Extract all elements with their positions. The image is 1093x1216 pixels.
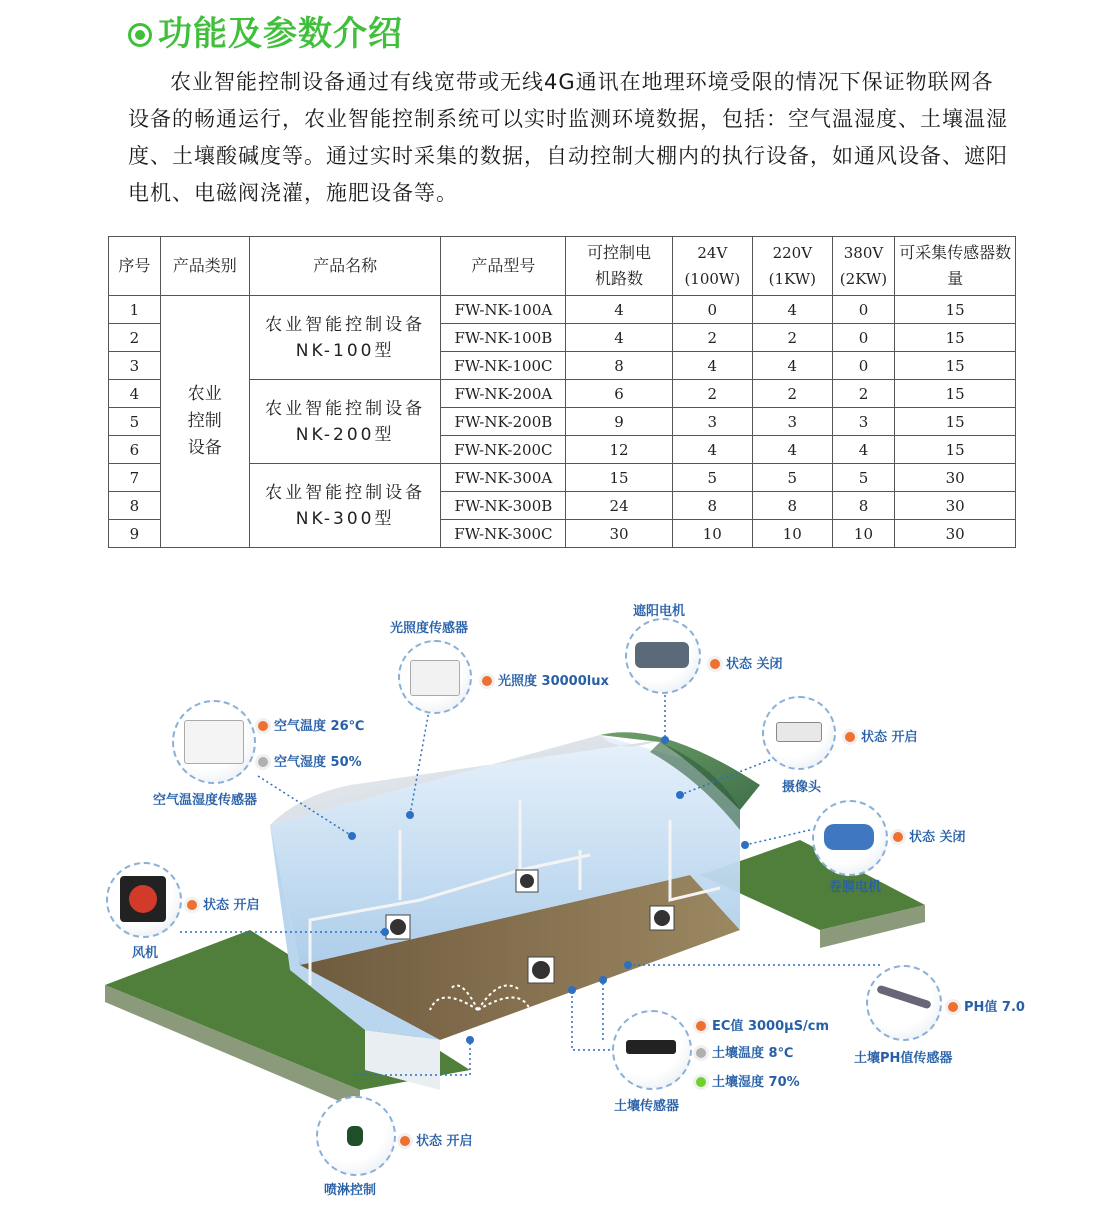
- table-row: [109, 296, 1016, 324]
- ph-reading: [948, 996, 1025, 1015]
- light-sensor-reading-text: 光照度 30000lux: [498, 674, 609, 689]
- sprinkler-status-text: 状态 开启: [416, 1134, 473, 1149]
- motors-cell: 24: [566, 492, 672, 520]
- product-name-line1: 农业智能控制设备: [265, 482, 426, 503]
- soil-sensor-label: 土壤传感器: [614, 1099, 680, 1114]
- motors-cell: 8: [566, 352, 672, 380]
- v380-cell: 5: [832, 464, 894, 492]
- product-name-line1: 农业智能控制设备: [265, 398, 426, 419]
- orange-status-dot-icon: [893, 832, 903, 842]
- film-motor-callout: [812, 800, 888, 876]
- model-cell: FW-NK-100C: [441, 352, 566, 380]
- soil-sensor-device-icon: [626, 1040, 676, 1054]
- product-name-line2: NK-200型: [295, 424, 395, 445]
- model-cell: FW-NK-100B: [441, 324, 566, 352]
- orange-status-dot-icon: [187, 900, 197, 910]
- product-name-cell: [249, 296, 441, 380]
- fan-label: 风机: [132, 946, 159, 961]
- v24-cell: 8: [672, 492, 752, 520]
- fan-status: [187, 894, 260, 913]
- camera-callout: [762, 696, 836, 770]
- col-header-motors: [566, 237, 672, 296]
- v24-cell: 0: [672, 296, 752, 324]
- soil-temp-text: 土壤温度 8℃: [712, 1046, 794, 1061]
- v220-cell: 2: [752, 324, 832, 352]
- sensors-cell: 30: [895, 464, 1016, 492]
- motors-cell: 6: [566, 380, 672, 408]
- gray-status-dot-icon: [696, 1048, 706, 1058]
- sprinkler-callout: [316, 1096, 396, 1176]
- soil-ec-reading: [696, 1015, 829, 1034]
- model-cell: FW-NK-300B: [441, 492, 566, 520]
- shade-motor-device-icon: [635, 642, 689, 668]
- model-cell: FW-NK-300A: [441, 464, 566, 492]
- sensors-cell: 15: [895, 324, 1016, 352]
- v24-cell: 2: [672, 380, 752, 408]
- row-number-cell: 8: [109, 492, 161, 520]
- film-motor-device-icon: [824, 824, 874, 850]
- air-sensor-device-icon: [184, 720, 244, 764]
- sensors-cell: 15: [895, 408, 1016, 436]
- air-temp-text: 空气温度 26℃: [274, 719, 365, 734]
- light-sensor-device-icon: [410, 660, 460, 696]
- sensors-cell: 30: [895, 492, 1016, 520]
- row-number-cell: 9: [109, 520, 161, 548]
- ph-reading-text: PH值 7.0: [964, 1000, 1025, 1015]
- product-name-cell: [249, 464, 441, 548]
- category-cell: [160, 296, 249, 548]
- shade-motor-label: 遮阳电机: [633, 604, 686, 619]
- orange-status-dot-icon: [948, 1002, 958, 1012]
- ph-sensor-label: 土壤PH值传感器: [854, 1051, 953, 1066]
- product-name-cell: [249, 380, 441, 464]
- model-cell: FW-NK-200C: [441, 436, 566, 464]
- fan-device-icon: [120, 876, 166, 922]
- motors-cell: 12: [566, 436, 672, 464]
- orange-status-dot-icon: [696, 1021, 706, 1031]
- orange-status-dot-icon: [710, 659, 720, 669]
- shade-motor-status-text: 状态 关闭: [726, 657, 783, 672]
- row-number-cell: 4: [109, 380, 161, 408]
- gray-status-dot-icon: [258, 757, 268, 767]
- v380-cell: 3: [832, 408, 894, 436]
- v380-cell: 0: [832, 324, 894, 352]
- col-header-motors-text: 可控制电机路数: [587, 243, 652, 288]
- col-header-sensors: [895, 237, 1016, 296]
- v220-cell: 4: [752, 436, 832, 464]
- camera-status-text: 状态 开启: [861, 730, 918, 745]
- v220-cell: 4: [752, 296, 832, 324]
- air-temp-reading: [258, 715, 364, 734]
- sensors-cell: 30: [895, 520, 1016, 548]
- ph-sensor-callout: [866, 965, 942, 1041]
- motors-cell: 9: [566, 408, 672, 436]
- col-header-sensors-text: 可采集传感器数量: [899, 243, 1012, 288]
- sensors-cell: 15: [895, 296, 1016, 324]
- row-number-cell: 6: [109, 436, 161, 464]
- heading-text: 功能及参数介绍: [158, 14, 403, 54]
- row-number-cell: 2: [109, 324, 161, 352]
- col-header-380v: 380V (2KW): [832, 237, 894, 296]
- row-number-cell: 5: [109, 408, 161, 436]
- soil-humidity-text: 土壤湿度 70%: [712, 1075, 800, 1090]
- category-text: 农业控制设备: [187, 384, 222, 458]
- sprinkler-label: 喷淋控制: [324, 1183, 377, 1198]
- col-header-no: 序号: [109, 237, 161, 296]
- table-header-row: [109, 237, 1016, 296]
- v220-cell: 8: [752, 492, 832, 520]
- col-header-220v: 220V (1KW): [752, 237, 832, 296]
- col-header-name: 产品名称: [249, 237, 441, 296]
- light-sensor-reading: [482, 670, 609, 689]
- air-sensor-label: 空气温湿度传感器: [153, 793, 258, 808]
- sprinkler-status: [400, 1130, 473, 1149]
- v24-cell: 4: [672, 436, 752, 464]
- v380-cell: 4: [832, 436, 894, 464]
- col-header-model: 产品型号: [441, 237, 566, 296]
- v220-cell: 2: [752, 380, 832, 408]
- motors-cell: 15: [566, 464, 672, 492]
- v380-cell: 2: [832, 380, 894, 408]
- film-motor-status-text: 状态 关闭: [909, 830, 966, 845]
- light-sensor-label: 光照度传感器: [390, 621, 469, 636]
- fan-callout: [106, 862, 182, 938]
- soil-humidity-reading: [696, 1071, 800, 1090]
- intro-paragraph: 农业智能控制设备通过有线宽带或无线4G通讯在地理环境受限的情况下保证物联网各设备的畅通运行，农业智能控制系统可以实时监测环境数据，包括：空气温湿度、土壤温湿度、土壤酸碱度等。通过实时采集的数据，自动控制大棚内的执行设备，如通风设备、遮阳电机、电磁阀浇灌，施肥设备等。: [128, 70, 1008, 205]
- camera-label: 摄像头: [782, 780, 822, 795]
- v24-cell: 10: [672, 520, 752, 548]
- soil-ec-text: EC值 3000μS/cm: [712, 1019, 830, 1034]
- v24-cell: 4: [672, 352, 752, 380]
- sensors-cell: 15: [895, 436, 1016, 464]
- col-header-category: 产品类别: [160, 237, 249, 296]
- film-motor-status: [893, 826, 966, 845]
- v380-cell: 10: [832, 520, 894, 548]
- row-number-cell: 7: [109, 464, 161, 492]
- ph-sensor-device-icon: [876, 985, 932, 1010]
- fan-status-text: 状态 开启: [203, 898, 260, 913]
- target-icon: [128, 23, 152, 47]
- air-humidity-reading: [258, 751, 362, 770]
- model-cell: FW-NK-100A: [441, 296, 566, 324]
- spec-table: [108, 236, 1016, 548]
- v380-cell: 0: [832, 296, 894, 324]
- film-motor-label: 卷膜电机: [829, 880, 882, 895]
- shade-motor-callout: [625, 618, 701, 694]
- motors-cell: 4: [566, 296, 672, 324]
- greenhouse-diagram: [0, 570, 1093, 1216]
- v380-cell: 8: [832, 492, 894, 520]
- model-cell: FW-NK-200B: [441, 408, 566, 436]
- orange-status-dot-icon: [400, 1136, 410, 1146]
- v24-cell: 2: [672, 324, 752, 352]
- shade-motor-status: [710, 653, 783, 672]
- v220-cell: 4: [752, 352, 832, 380]
- v380-cell: 0: [832, 352, 894, 380]
- air-humidity-text: 空气湿度 50%: [274, 755, 362, 770]
- section-heading: [128, 6, 403, 55]
- camera-device-icon: [776, 722, 822, 742]
- row-number-cell: 3: [109, 352, 161, 380]
- camera-status: [845, 726, 918, 745]
- motors-cell: 30: [566, 520, 672, 548]
- col-header-24v: 24V (100W): [672, 237, 752, 296]
- v220-cell: 5: [752, 464, 832, 492]
- soil-sensor-callout: [612, 1010, 692, 1090]
- air-sensor-callout: [172, 700, 256, 784]
- v220-cell: 3: [752, 408, 832, 436]
- v220-cell: 10: [752, 520, 832, 548]
- model-cell: FW-NK-200A: [441, 380, 566, 408]
- soil-temp-reading: [696, 1042, 793, 1061]
- orange-status-dot-icon: [845, 732, 855, 742]
- green-status-dot-icon: [696, 1077, 706, 1087]
- product-name-line2: NK-100型: [295, 340, 395, 361]
- row-number-cell: 1: [109, 296, 161, 324]
- sensors-cell: 15: [895, 380, 1016, 408]
- product-name-line2: NK-300型: [295, 508, 395, 529]
- sensors-cell: 15: [895, 352, 1016, 380]
- orange-status-dot-icon: [482, 676, 492, 686]
- v24-cell: 5: [672, 464, 752, 492]
- motors-cell: 4: [566, 324, 672, 352]
- light-sensor-callout: [398, 640, 472, 714]
- sprinkler-device-icon: [347, 1126, 363, 1146]
- v24-cell: 3: [672, 408, 752, 436]
- product-name-line1: 农业智能控制设备: [265, 314, 426, 335]
- model-cell: FW-NK-300C: [441, 520, 566, 548]
- orange-status-dot-icon: [258, 721, 268, 731]
